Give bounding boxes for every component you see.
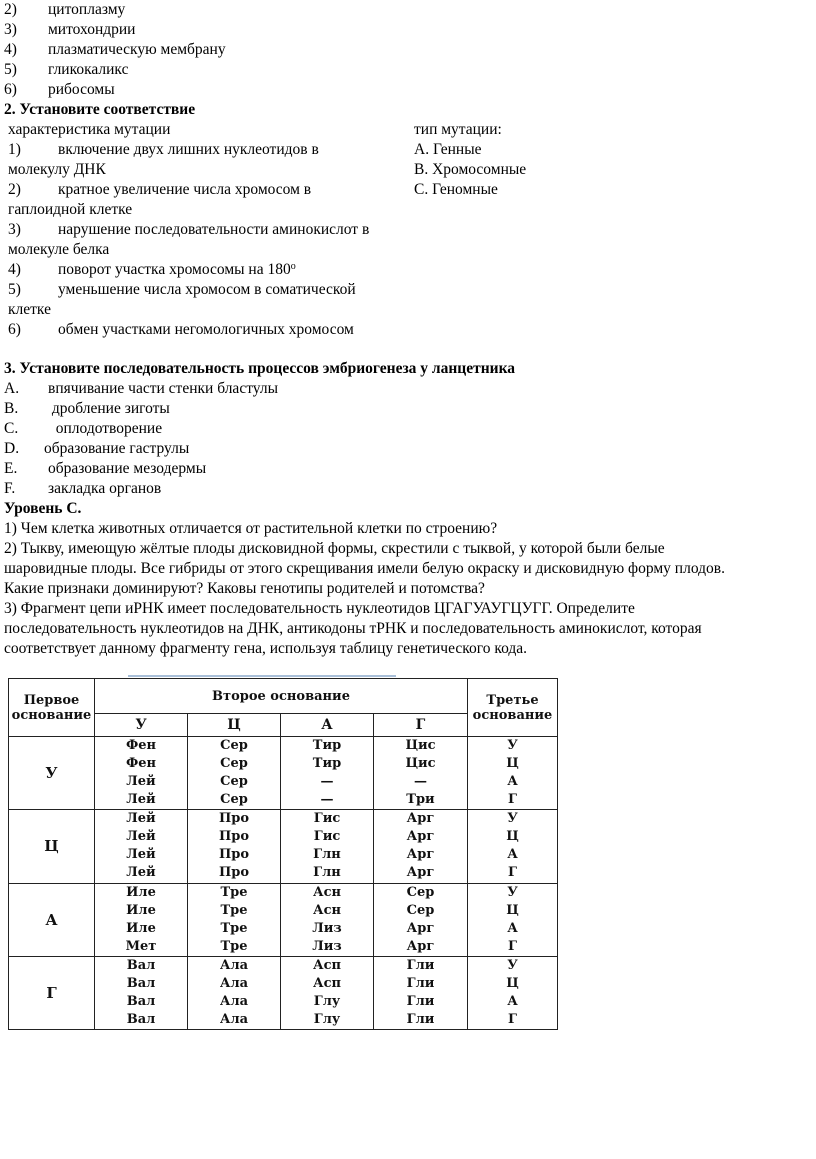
table-row <box>9 737 558 810</box>
codon-cell: Ала Ала Ала Ала <box>188 956 281 1029</box>
genetic-code-table <box>8 678 558 1030</box>
q3-item: C. оплодотворение <box>4 420 163 437</box>
q2-left-header: характеристика мутации <box>8 121 171 138</box>
q3-item: D. образование гаструлы <box>4 440 190 457</box>
q3-title: 3. Установите последовательность процессов эмбриогенеза у ланцетника <box>4 360 516 377</box>
table-row <box>9 956 558 1029</box>
q2-item-cont: молекулу ДНК <box>8 161 106 178</box>
second-base: Г <box>374 714 468 737</box>
mutation-type: А. Генные <box>414 141 482 158</box>
q3-item: A. впячивание части стенки бластулы <box>4 380 278 397</box>
level-c-line: 3) Фрагмент цепи иРНК имеет последовательность нуклеотидов ЦГАГУАУГЦУГГ. Определите <box>4 600 635 617</box>
list-item: 6) рибосомы <box>4 81 115 98</box>
table-row <box>9 810 558 883</box>
codon-cell: Сер Сер Арг Арг <box>374 883 468 956</box>
level-c-title: Уровень С. <box>4 500 82 517</box>
third-base-header: Третье основание <box>468 679 558 737</box>
q3-item: B. дробление зиготы <box>4 400 170 417</box>
second-base: У <box>95 714 188 737</box>
first-base: Ц <box>9 810 95 883</box>
third-base-cell: У Ц А Г <box>468 883 558 956</box>
q2-item: 4) поворот участка хромосомы на $180^о$ <box>8 261 296 278</box>
third-base-cell: У Ц А Г <box>468 737 558 810</box>
codon-cell: Про Про Про Про <box>188 810 281 883</box>
codon-cell: Гис Гис Глн Глн <box>281 810 374 883</box>
codon-cell: Иле Иле Иле Мет <box>95 883 188 956</box>
level-c-line: 1) Чем клетка животных отличается от растительной клетки по строению? <box>4 520 498 537</box>
list-item: 3) митохондрии <box>4 21 136 38</box>
codon-cell: Лей Лей Лей Лей <box>95 810 188 883</box>
list-item: 4) плазматическую мембрану <box>4 41 226 58</box>
codon-cell: Тре Тре Тре Тре <box>188 883 281 956</box>
first-base: Г <box>9 956 95 1029</box>
first-base: У <box>9 737 95 810</box>
codon-cell: Арг Арг Арг Арг <box>374 810 468 883</box>
codon-cell: Асп Асп Глу Глу <box>281 956 374 1029</box>
codon-cell: Гли Гли Гли Гли <box>374 956 468 1029</box>
q2-item: 2) кратное увеличение числа хромосом в <box>8 181 312 198</box>
second-base: А <box>281 714 374 737</box>
third-base-cell: У Ц А Г <box>468 810 558 883</box>
first-base-header: Первое основание <box>9 679 95 737</box>
q2-item-cont: гаплоидной клетке <box>8 201 133 218</box>
q2-item: 5) уменьшение числа хромосом в соматической <box>8 281 356 298</box>
q2-item-cont: молекуле белка <box>8 241 110 258</box>
mutation-type: С. Геномные <box>414 181 498 198</box>
codon-cell: Сер Сер Сер Сер <box>188 737 281 810</box>
codon-cell: Фен Фен Лей Лей <box>95 737 188 810</box>
codon-cell: Вал Вал Вал Вал <box>95 956 188 1029</box>
mutation-type: В. Хромосомные <box>414 161 527 178</box>
codon-cell: Тир Тир — — <box>281 737 374 810</box>
second-base-header: Второе основание <box>95 679 468 714</box>
level-c-line: соответствует данному фрагменту гена, используя таблицу генетического кода. <box>4 640 528 657</box>
second-base: Ц <box>188 714 281 737</box>
first-base: А <box>9 883 95 956</box>
q2-item-cont: клетке <box>8 301 51 318</box>
table-row <box>9 883 558 956</box>
list-item: 2) цитоплазму <box>4 1 126 18</box>
divider <box>128 675 396 677</box>
q3-item: E. образование мезодермы <box>4 460 207 477</box>
q3-item: F. закладка органов <box>4 480 162 497</box>
q2-item: 3) нарушение последовательности аминокислот в <box>8 221 370 238</box>
list-item: 5) гликокаликс <box>4 61 129 78</box>
q2-title: 2. Установите соответствие <box>4 101 196 118</box>
q2-item: 1) включение двух лишних нуклеотидов в <box>8 141 319 158</box>
level-c-line: шаровидные плоды. Все гибриды от этого скрещивания имели белую окраску и дисковидную форму плодов. <box>4 560 725 577</box>
codon-cell: Цис Цис — Три <box>374 737 468 810</box>
third-base-cell: У Ц А Г <box>468 956 558 1029</box>
level-c-line: 2) Тыкву, имеющую жёлтые плоды дисковидной формы, скрестили с тыквой, у которой были белые <box>4 540 665 557</box>
q2-right-header: тип мутации: <box>414 121 502 138</box>
level-c-line: Какие признаки доминируют? Каковы генотипы родителей и потомства? <box>4 580 485 597</box>
codon-cell: Асн Асн Лиз Лиз <box>281 883 374 956</box>
level-c-line: последовательность нуклеотидов на ДНК, антикодоны тРНК и последовательность аминокислот, которая <box>4 620 702 637</box>
q2-item: 6) обмен участками негомологичных хромосом <box>8 321 354 338</box>
